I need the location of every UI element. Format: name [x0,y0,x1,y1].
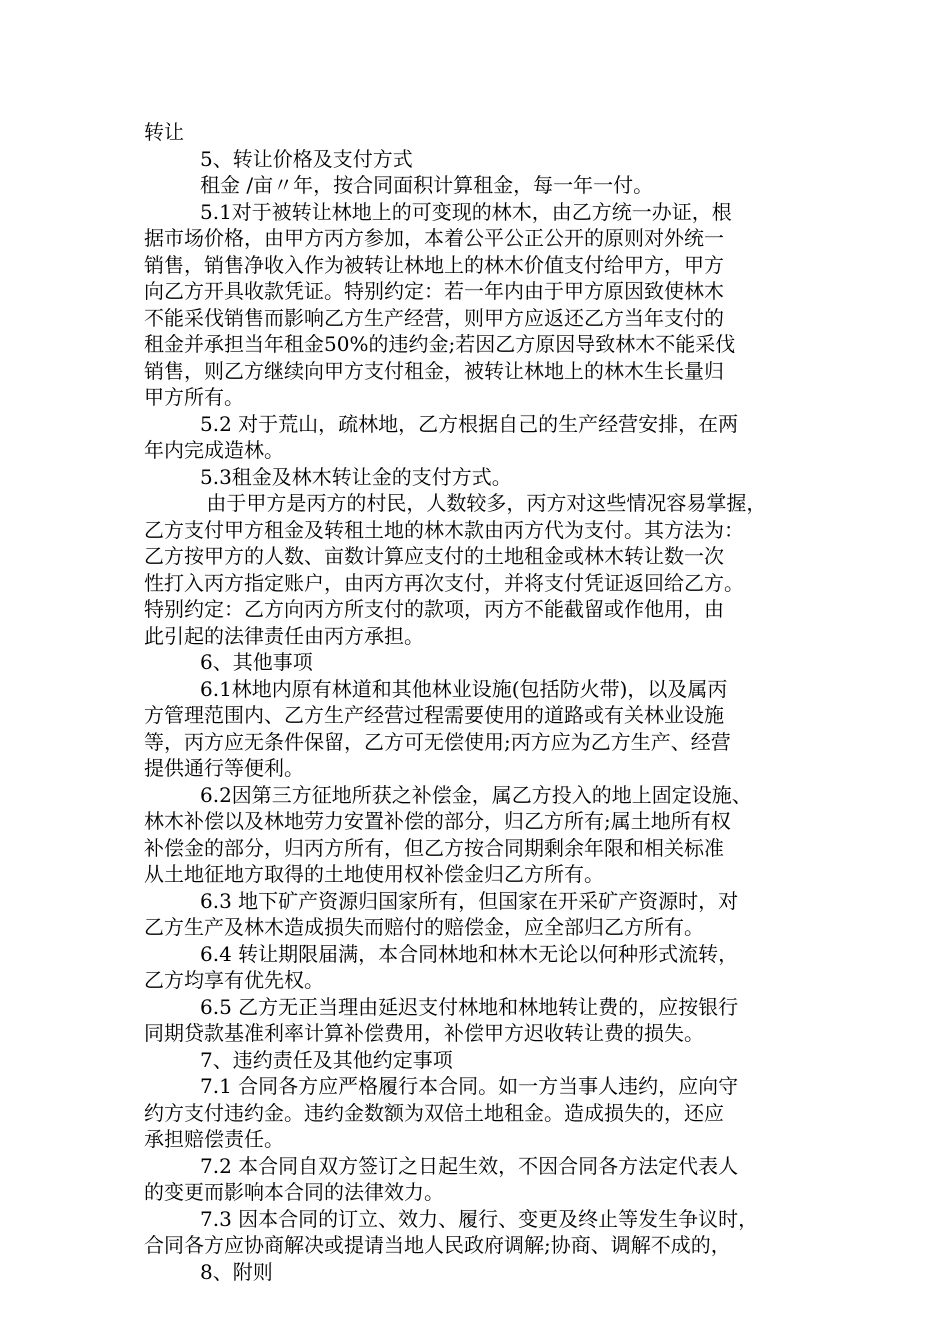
text-line: 6.2因第三方征地所获之补偿金，属乙方投入的地上固定设施、 [200,782,752,807]
text-line: 乙方支付甲方租金及转租土地的林木款由丙方代为支付。其方法为： [144,517,744,542]
text-line: 据市场价格，由甲方丙方参加，本着公平公正公开的原则对外统一 [144,226,724,250]
text-line: 从土地征地方取得的土地使用权补偿金归乙方所有。 [144,862,604,886]
text-line: 等，丙方应无条件保留，乙方可无偿使用;丙方应为乙方生产、经营 [144,729,731,754]
text-line: 7.2 本合同自双方签订之日起生效，不因合同各方法定代表人 [200,1153,739,1178]
text-line: 租金并承担当年租金50%的违约金;若因乙方原因导致林木不能采伐 [144,332,736,356]
text-line: 年内完成造林。 [144,438,284,462]
text-line: 的变更而影响本合同的法律效力。 [144,1180,444,1204]
text-line: 同期贷款基准利率计算补偿费用，补偿甲方迟收转让费的损失。 [144,1021,704,1045]
text-line: 租金 /亩〃年，按合同面积计算租金，每一年一付。 [200,173,654,197]
text-line: 向乙方开具收款凭证。特别约定：若一年内由于甲方原因致使林木 [144,279,724,303]
text-line: 转让 [144,120,184,144]
text-line: 销售，销售净收入作为被转让林地上的林木价值支付给甲方，甲方 [144,252,724,277]
text-line: 8、附则 [200,1259,273,1284]
text-line: 乙方按甲方的人数、亩数计算应支付的土地租金或林木转让数一次 [144,544,724,568]
text-line: 5.3租金及林木转让金的支付方式。 [200,464,512,489]
text-line: 6.3 地下矿产资源归国家所有，但国家在开采矿产资源时，对 [200,888,739,913]
text-line: 合同各方应协商解决或提请当地人民政府调解;协商、调解不成的， [144,1233,731,1257]
text-line: 5.1对于被转让林地上的可变现的林木，由乙方统一办证，根 [200,199,732,224]
text-line: 不能采伐销售而影响乙方生产经营，则甲方应返还乙方当年支付的 [144,305,724,330]
text-line: 7.1 合同各方应严格履行本合同。如一方当事人违约，应向守 [200,1074,739,1098]
text-line: 6、其他事项 [200,650,313,674]
text-line: 乙方均享有优先权。 [144,968,324,992]
text-line: 承担赔偿责任。 [144,1127,284,1151]
text-line: 5.2 对于荒山，疏林地，乙方根据自己的生产经营安排，在两 [200,411,739,436]
text-line: 补偿金的部分，归丙方所有，但乙方按合同期剩余年限和相关标准 [144,835,724,860]
text-line: 6.4 转让期限届满，本合同林地和林木无论以何种形式流转， [200,941,739,966]
text-line: 甲方所有。 [144,385,244,409]
text-line: 约方支付违约金。违约金数额为双倍土地租金。造成损失的，还应 [144,1100,724,1125]
text-line: 此引起的法律责任由丙方承担。 [144,623,424,648]
text-line: 7、违约责任及其他约定事项 [200,1047,453,1072]
text-line: 5、转让价格及支付方式 [200,146,413,171]
text-line: 6.1林地内原有林道和其他林业设施(包括防火带)，以及属丙 [200,676,728,701]
text-line: 乙方生产及林木造成损失而赔付的赔偿金，应全部归乙方所有。 [144,915,704,939]
text-line: 性打入丙方指定账户，由丙方再次支付，并将支付凭证返回给乙方。 [144,570,744,595]
text-line: 6.5 乙方无正当理由延迟支付林地和林地转让费的，应按银行 [200,994,739,1019]
text-line: 销售，则乙方继续向甲方支付租金，被转让林地上的林木生长量归 [144,358,724,383]
text-line: 林木补偿以及林地劳力安置补偿的部分，归乙方所有;属土地所有权 [144,809,731,833]
text-line: 提供通行等便利。 [144,756,304,780]
text-line: 特别约定：乙方向丙方所支付的款项，丙方不能截留或作他用，由 [144,597,724,621]
text-line: 7.3 因本合同的订立、效力、履行、变更及终止等发生争议时， [200,1206,759,1231]
text-line: 由于甲方是丙方的村民，人数较多，丙方对这些情况容易掌握， [200,491,767,515]
document-body [144,119,824,1285]
text-line: 方管理范围内、乙方生产经营过程需要使用的道路或有关林业设施 [144,703,724,727]
